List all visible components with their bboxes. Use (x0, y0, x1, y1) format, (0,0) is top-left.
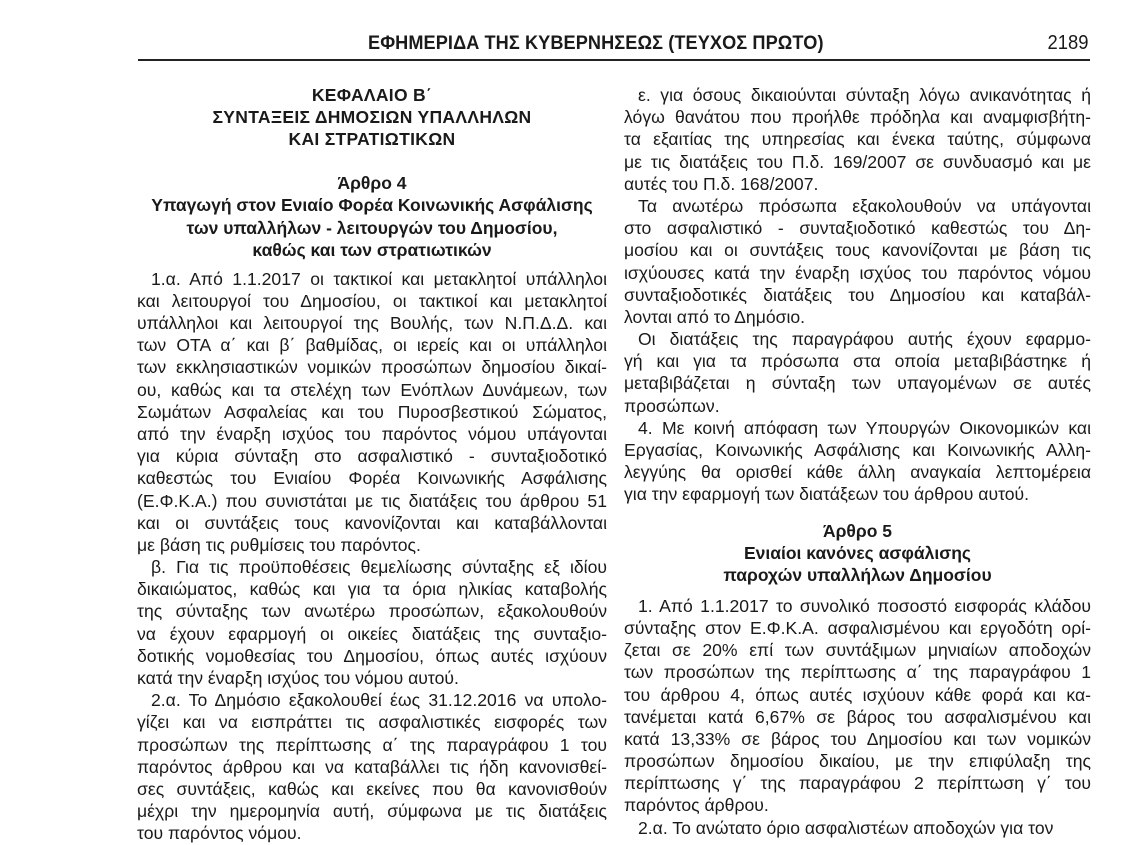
chapter-title-line: ΚΑΙ ΣΤΡΑΤΙΩΤΙΚΩΝ (288, 129, 456, 149)
text-line: υπάλληλοι και λειτουργοί της Βουλής, των Ν.Π.Δ.Δ. και (137, 313, 607, 333)
text-line: των εκκλησιαστικών νομικών προσώπων δημοσίου δικαί- (137, 357, 607, 378)
text-line: και οι συντάξεις τους κανονίζονται και καταβάλλονται (137, 512, 607, 533)
text-line: λονται από το Δημόσιο. (624, 306, 806, 327)
text-line: 2.α. Το ανώτατο όριο ασφαλιστέων αποδοχών για τον (638, 817, 1054, 838)
paragraph (624, 195, 1091, 328)
gazette-title: ΕΦΗΜΕΡΙΔΑ ΤΗΣ ΚΥΒΕΡΝΗΣΕΩΣ (ΤΕΥΧΟΣ ΠΡΩΤΟ) (368, 32, 824, 54)
paragraph (624, 328, 1091, 417)
text-line: 1.α. Από 1.1.2017 οι τακτικοί και μετακλητοί υπάλληλοι (151, 268, 607, 289)
text-line: Εργασίας, Κοινωνικής Ασφάλισης και Κοινωνικής Αλλη- (624, 440, 1091, 460)
text-line: σες συντάξεις, καθώς και εκείνες που θα κανονισθούν (137, 778, 607, 799)
article-4-title-line: των υπαλλήλων - λειτουργών του Δημοσίου, (186, 217, 558, 238)
text-line: μεταβιβάζεται η σύνταξη των υπαγομένων σε αυτές (624, 373, 1091, 394)
text-line: των προσώπων της περίπτωσης α΄ της παραγράφου 1 (624, 662, 1091, 683)
chapter-number: ΚΕΦΑΛΑΙΟ Β΄ (311, 85, 433, 105)
text-line: 4. Με κοινή απόφαση των Υπουργών Οικονομικών και (638, 417, 1091, 438)
text-line: λεγγύης θα ορισθεί κάθε άλλη αναγκαία λεπτομέρεια (624, 462, 1091, 483)
article-4-body (137, 268, 607, 845)
text-line: τα εξαιτίας της υπηρεσίας και ένεκα ταύτης, σύμφωνα (624, 129, 1091, 150)
text-line: 2.α. Το Δημόσιο εξακολουθεί έως 31.12.2016 να υπολο- (151, 690, 607, 711)
text-line: τανέμεται κατά 6,67% σε βάρος του ασφαλισμένου και (624, 706, 1091, 727)
paragraph (624, 595, 1091, 817)
text-line: καθεστώς του Ενιαίου Φορέα Κοινωνικής Ασφάλισης (137, 468, 607, 489)
text-line: να έχουν εφαρμογή οι οικείες διατάξεις της συνταξιο- (137, 623, 607, 644)
text-line: συνταξιοδοτικές διατάξεις του Δημοσίου και καταβάλ- (624, 284, 1091, 305)
text-line: (Ε.Φ.Κ.Α.) που συνιστάται με τις διατάξεις του άρθρου 51 (137, 490, 607, 511)
text-line: Τα ανωτέρω πρόσωπα εξακολουθούν να υπάγονται (638, 195, 1091, 216)
paragraph (137, 689, 607, 844)
text-line: 1. Από 1.1.2017 το συνολικό ποσοστό εισφοράς κλάδου (638, 595, 1091, 616)
text-line: αυτές του Π.δ. 168/2007. (624, 173, 819, 194)
text-line: ισχύουσες κατά την έναρξη ισχύος του παρόντος νόμου (624, 262, 1091, 283)
text-line: της σύνταξης των ανωτέρω προσώπων, εξακολουθούν (137, 601, 607, 622)
text-line: του παρόντος νόμου. (137, 823, 302, 844)
text-line: Οι διατάξεις της παραγράφου αυτής έχουν εφαρμο- (638, 329, 1091, 350)
header-divider (138, 59, 1090, 61)
text-line: δικαιώματος, καθώς και για τα όρια ηλικίας καταβολής (137, 579, 607, 600)
paragraph (624, 817, 1091, 839)
text-line: περίπτωσης γ΄ της παραγράφου 2 περίπτωση γ΄ του (624, 773, 1091, 794)
text-line: μοσίου και οι συντάξεις τους κανονίζονται με βάση τις (624, 240, 1091, 261)
text-line: κατά 13,33% σε βάρος του Δημοσίου και των νομικών (624, 728, 1091, 749)
text-line: για την εφαρμογή των διατάξεων του άρθρου αυτού. (624, 484, 1030, 505)
article-4-title-line: Υπαγωγή στον Ενιαίο Φορέα Κοινωνικής Ασφάλισης (151, 195, 593, 216)
article-4-number: Άρθρο 4 (337, 173, 407, 193)
text-line: παρόντος άρθρου και να καταβάλλει τις ήδη κανονισθεί- (137, 756, 607, 777)
text-line: ζεται σε 20% επί των συντάξιμων μηνιαίων αποδοχών (624, 640, 1091, 661)
text-line: κατά την έναρξη ισχύος του νόμου αυτού. (137, 668, 459, 688)
text-line: προσώπων. (624, 395, 720, 416)
text-line: μέχρι την ημερομηνία αυτή, σύμφωνα με τις διατάξεις (137, 801, 607, 822)
paragraph (624, 84, 1091, 195)
right-column (624, 84, 1091, 839)
text-line: δοτικής νομοθεσίας του Δημοσίου, όπως αυτές ισχύουν (137, 645, 607, 666)
paragraph (624, 417, 1091, 506)
page-number: 2189 (1047, 32, 1088, 54)
text-line: γίζει και να εισπράττει τις ασφαλιστικές εισφορές των (137, 712, 607, 733)
text-line: λόγω θανάτου που προήλθε πρόδηλα και αναμφισβήτη- (624, 107, 1091, 128)
paragraph (137, 556, 607, 689)
left-column (137, 84, 607, 845)
text-line: του άρθρου 4, όπως αυτές ισχύουν κάθε φορά και κα- (624, 684, 1091, 705)
paragraph (137, 268, 607, 556)
text-line: και λειτουργοί του Δημοσίου, οι τακτικοί και μετακλητοί (137, 290, 607, 311)
text-line: Σωμάτων Ασφαλείας και του Πυροσβεστικού Σώματος, (137, 401, 607, 422)
article-5-title-line: παροχών υπαλλήλων Δημοσίου (723, 565, 992, 586)
text-line: στο ασφαλιστικό - συνταξιοδοτικό καθεστώς του Δη- (624, 218, 1091, 239)
text-line: από την έναρξη ισχύος του παρόντος νόμου υπάγονται (137, 423, 607, 444)
text-line: ου, καθώς και τα στελέχη των Ενόπλων Δυνάμεων, των (137, 379, 607, 400)
article-4-body-continued (624, 84, 1091, 506)
page-header (138, 30, 1090, 60)
text-line: με βάση τις ρυθμίσεις του παρόντος. (137, 534, 421, 555)
chapter-title-line: ΣΥΝΤΑΞΕΙΣ ΔΗΜΟΣΙΩΝ ΥΠΑΛΛΗΛΩΝ (212, 107, 532, 127)
text-line: με τις διατάξεις του Π.δ. 169/2007 σε συνδυασμό και με (624, 151, 1091, 172)
text-line: ε. για όσους δικαιούνται σύνταξη λόγω ανικανότητας ή (638, 85, 1091, 105)
text-line: των ΟΤΑ α΄ και β΄ βαθμίδας, οι ιερείς και οι υπάλληλοι (137, 335, 607, 356)
article-5-number: Άρθρο 5 (822, 520, 893, 541)
text-line: β. Για τις προϋποθέσεις θεμελίωσης σύνταξης εξ ιδίου (151, 557, 607, 578)
article-5-title-line: Ενιαίοι κανόνες ασφάλισης (743, 542, 972, 563)
text-line: σύνταξης στον Ε.Φ.Κ.Α. ασφαλισμένου και εργοδότη ορί- (624, 617, 1091, 638)
text-line: παρόντος άρθρου. (624, 795, 769, 816)
text-line: για κύρια σύνταξη στο ασφαλιστικό - συνταξιοδοτικό (137, 446, 607, 467)
text-line: γή και για τα πρόσωπα στα οποία μεταβιβάστηκε ή (624, 351, 1091, 372)
article-4-title-line: καθώς και των στρατιωτικών (252, 240, 492, 261)
text-line: προσώπων δημοσίου δικαίου, με την επιφύλαξη της (624, 751, 1091, 772)
text-line: προσώπων της περίπτωσης α΄ της παραγράφου 1 του (137, 734, 607, 755)
article-5-body (624, 595, 1091, 839)
